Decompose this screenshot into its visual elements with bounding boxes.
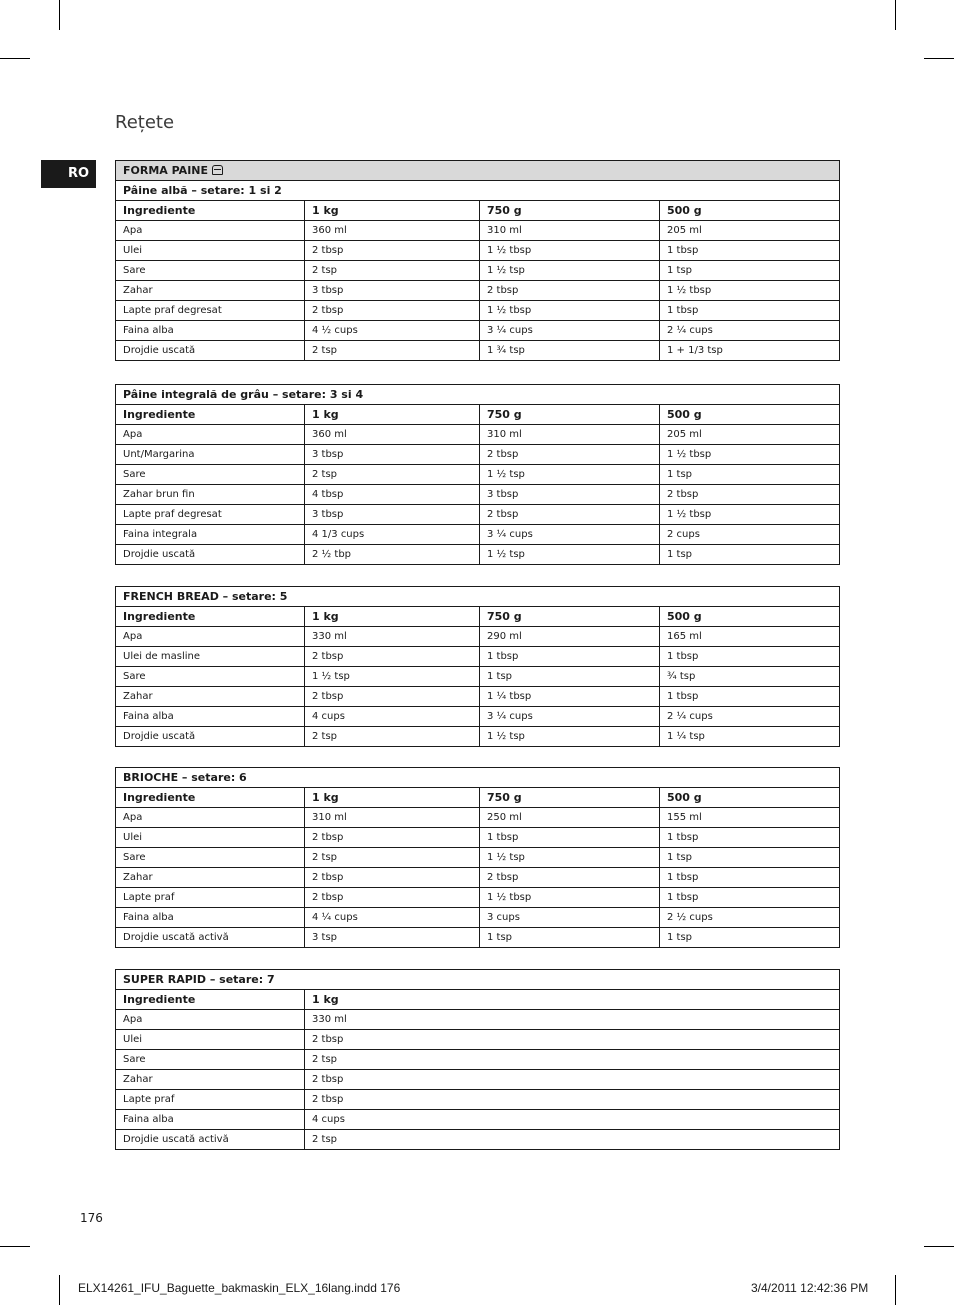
quantity-cell: 360 ml [305,425,480,445]
quantity-cell: 2 ¼ cups [660,707,840,727]
ingredient-cell: Sare [116,465,305,485]
quantity-cell: ¾ tsp [660,667,840,687]
quantity-cell: 2 tbsp [305,647,480,667]
ingredient-cell: Apa [116,425,305,445]
ingredient-cell: Drojdie uscată [116,545,305,565]
quantity-cell: 1 tbsp [660,301,840,321]
forma-paine-header [116,161,840,181]
quantity-cell: 3 ¼ cups [480,321,660,341]
quantity-cell: 1 tsp [660,261,840,281]
table-row [116,505,840,525]
ingredient-cell: Lapte praf [116,1090,305,1110]
table-row [116,261,840,281]
table-row [116,221,840,241]
table-row [116,908,840,928]
quantity-cell: 330 ml [305,627,480,647]
quantity-cell: 1 ½ tsp [480,465,660,485]
quantity-cell: 1 ½ tbsp [660,445,840,465]
crop-mark [924,1246,954,1247]
quantity-cell: 2 tsp [305,465,480,485]
table-header-row [116,405,840,425]
quantity-cell: 2 tbsp [305,687,480,707]
recipe-title: BRIOCHE – setare: 6 [116,768,840,788]
bread-pan-icon [212,165,223,175]
crop-mark [59,0,60,30]
table-row [116,1110,840,1130]
column-header: 750 g [480,788,660,808]
table-row [116,485,840,505]
quantity-cell: 3 tsp [305,928,480,948]
recipe-title: SUPER RAPID – setare: 7 [116,970,840,990]
column-header: 1 kg [305,405,480,425]
quantity-cell: 2 ¼ cups [660,321,840,341]
quantity-cell: 1 tbsp [480,828,660,848]
quantity-cell: 2 tsp [305,1130,840,1150]
quantity-cell: 2 tbsp [305,1070,840,1090]
table-row [116,241,840,261]
quantity-cell: 360 ml [305,221,480,241]
column-header: 500 g [660,788,840,808]
quantity-cell: 4 cups [305,1110,840,1130]
quantity-cell: 310 ml [480,425,660,445]
ingredient-cell: Zahar [116,868,305,888]
column-header: 750 g [480,201,660,221]
ingredient-cell: Sare [116,261,305,281]
ingredient-cell: Lapte praf degresat [116,301,305,321]
ingredient-cell: Ulei [116,241,305,261]
ingredient-cell: Faina integrala [116,525,305,545]
table-row [116,281,840,301]
quantity-cell: 1 ½ tbsp [480,888,660,908]
table-row [116,667,840,687]
table-row [116,1130,840,1150]
table-row [116,627,840,647]
quantity-cell: 1 ½ tsp [480,545,660,565]
quantity-cell: 2 tbsp [480,505,660,525]
ingredient-cell: Sare [116,1050,305,1070]
quantity-cell: 1 + 1/3 tsp [660,341,840,361]
quantity-cell: 2 tbsp [305,241,480,261]
quantity-cell: 1 tbsp [480,647,660,667]
quantity-cell: 1 ½ tbsp [660,505,840,525]
table-header-row [116,607,840,627]
quantity-cell: 2 tbsp [305,888,480,908]
table-row [116,301,840,321]
column-header: Ingrediente [116,607,305,627]
quantity-cell: 2 tbsp [305,1090,840,1110]
quantity-cell: 1 tsp [660,848,840,868]
ingredient-cell: Zahar brun fin [116,485,305,505]
ingredient-cell: Zahar [116,1070,305,1090]
quantity-cell: 1 tbsp [660,647,840,667]
ingredient-cell: Zahar [116,687,305,707]
table-header-row [116,201,840,221]
ingredient-cell: Ulei [116,1030,305,1050]
quantity-cell: 1 ¾ tsp [480,341,660,361]
quantity-cell: 1 ½ tsp [480,727,660,747]
table-row [116,848,840,868]
ingredient-cell: Faina alba [116,321,305,341]
table-row [116,808,840,828]
recipe-title: Pâine albă – setare: 1 si 2 [116,181,840,201]
recipe-table-french-bread [115,586,840,747]
table-row [116,1050,840,1070]
table-row [116,1090,840,1110]
quantity-cell: 1 tbsp [660,828,840,848]
quantity-cell: 2 tsp [305,727,480,747]
quantity-cell: 4 cups [305,707,480,727]
ingredient-cell: Lapte praf [116,888,305,908]
quantity-cell: 250 ml [480,808,660,828]
quantity-cell: 1 tbsp [660,888,840,908]
quantity-cell: 3 tbsp [480,485,660,505]
quantity-cell: 2 tbsp [480,868,660,888]
quantity-cell: 205 ml [660,221,840,241]
quantity-cell: 1 ¼ tbsp [480,687,660,707]
quantity-cell: 2 tsp [305,261,480,281]
quantity-cell: 2 ½ cups [660,908,840,928]
quantity-cell: 1 tsp [480,667,660,687]
table-row [116,647,840,667]
quantity-cell: 3 cups [480,908,660,928]
quantity-cell: 1 ¼ tsp [660,727,840,747]
ingredient-cell: Drojdie uscată [116,341,305,361]
ingredient-cell: Drojdie uscată activă [116,928,305,948]
table-row [116,727,840,747]
quantity-cell: 1 tbsp [660,868,840,888]
quantity-cell: 2 cups [660,525,840,545]
quantity-cell: 2 tbsp [305,828,480,848]
table-row [116,868,840,888]
crop-mark [895,0,896,30]
quantity-cell: 1 tsp [660,545,840,565]
column-header: 1 kg [305,201,480,221]
ingredient-cell: Ulei [116,828,305,848]
table-row [116,888,840,908]
quantity-cell: 4 ¼ cups [305,908,480,928]
quantity-cell: 3 tbsp [305,505,480,525]
ingredient-cell: Ulei de masline [116,647,305,667]
crop-mark [924,58,954,59]
table-row [116,928,840,948]
ingredient-cell: Drojdie uscată activă [116,1130,305,1150]
column-header: 500 g [660,405,840,425]
quantity-cell: 4 ½ cups [305,321,480,341]
language-tab: RO [41,160,96,188]
table-row [116,425,840,445]
quantity-cell: 205 ml [660,425,840,445]
recipe-title: FRENCH BREAD – setare: 5 [116,587,840,607]
ingredient-cell: Lapte praf degresat [116,505,305,525]
quantity-cell: 3 ¼ cups [480,707,660,727]
table-row [116,321,840,341]
quantity-cell: 1 tbsp [660,687,840,707]
quantity-cell: 155 ml [660,808,840,828]
ingredient-cell: Apa [116,1010,305,1030]
quantity-cell: 1 tsp [480,928,660,948]
quantity-cell: 1 ½ tsp [480,261,660,281]
quantity-cell: 4 1/3 cups [305,525,480,545]
quantity-cell: 2 tbsp [660,485,840,505]
table-row [116,1010,840,1030]
table-row [116,525,840,545]
quantity-cell: 290 ml [480,627,660,647]
page-title: Rețete [115,112,175,133]
column-header: 1 kg [305,990,840,1010]
crop-mark [0,58,30,59]
ingredient-cell: Apa [116,221,305,241]
table-row [116,465,840,485]
quantity-cell: 1 tbsp [660,241,840,261]
table-row [116,828,840,848]
recipe-table-brioche [115,767,840,948]
table-row [116,545,840,565]
quantity-cell: 1 tsp [660,465,840,485]
quantity-cell: 2 ½ tbp [305,545,480,565]
quantity-cell: 2 tsp [305,1050,840,1070]
quantity-cell: 4 tbsp [305,485,480,505]
column-header: 500 g [660,607,840,627]
column-header: Ingrediente [116,405,305,425]
quantity-cell: 1 ½ tbsp [480,241,660,261]
crop-mark [0,1246,30,1247]
ingredient-cell: Zahar [116,281,305,301]
column-header: 500 g [660,201,840,221]
ingredient-cell: Faina alba [116,707,305,727]
quantity-cell: 310 ml [305,808,480,828]
column-header: 1 kg [305,607,480,627]
recipe-title: Pâine integrală de grâu – setare: 3 si 4 [116,385,840,405]
column-header: Ingrediente [116,990,305,1010]
quantity-cell: 165 ml [660,627,840,647]
quantity-cell: 2 tbsp [305,868,480,888]
table-row [116,341,840,361]
table-row [116,445,840,465]
recipe-table-super-rapid [115,969,840,1150]
column-header: 1 kg [305,788,480,808]
quantity-cell: 3 tbsp [305,281,480,301]
ingredient-cell: Faina alba [116,1110,305,1130]
crop-mark [59,1275,60,1305]
quantity-cell: 3 tbsp [305,445,480,465]
ingredient-cell: Faina alba [116,908,305,928]
ingredient-cell: Apa [116,808,305,828]
table-row [116,687,840,707]
ingredient-cell: Unt/Margarina [116,445,305,465]
column-header: 750 g [480,405,660,425]
footer-file-info: ELX14261_IFU_Baguette_bakmaskin_ELX_16lang.indd 176 [78,1281,401,1295]
quantity-cell: 2 tbsp [305,301,480,321]
quantity-cell: 310 ml [480,221,660,241]
ingredient-cell: Sare [116,667,305,687]
ingredient-cell: Apa [116,627,305,647]
quantity-cell: 330 ml [305,1010,840,1030]
ingredient-cell: Sare [116,848,305,868]
quantity-cell: 1 ½ tsp [305,667,480,687]
quantity-cell: 3 ¼ cups [480,525,660,545]
quantity-cell: 1 ½ tsp [480,848,660,868]
quantity-cell: 2 tbsp [305,1030,840,1050]
table-row [116,707,840,727]
quantity-cell: 1 ½ tbsp [480,301,660,321]
table-header-row [116,990,840,1010]
table-row [116,1070,840,1090]
column-header: 750 g [480,607,660,627]
column-header: Ingrediente [116,201,305,221]
ingredient-cell: Drojdie uscată [116,727,305,747]
column-header: Ingrediente [116,788,305,808]
table-row [116,1030,840,1050]
table-header-row [116,788,840,808]
footer-date: 3/4/2011 12:42:36 PM [751,1281,869,1295]
quantity-cell: 1 ½ tbsp [660,281,840,301]
quantity-cell: 2 tsp [305,341,480,361]
quantity-cell: 1 tsp [660,928,840,948]
quantity-cell: 2 tbsp [480,281,660,301]
crop-mark [895,1275,896,1305]
page-number: 176 [80,1211,103,1225]
quantity-cell: 2 tsp [305,848,480,868]
recipe-table-white-bread [115,160,840,361]
recipe-table-wholewheat [115,384,840,565]
forma-paine-label: FORMA PAINE [123,164,209,177]
quantity-cell: 2 tbsp [480,445,660,465]
